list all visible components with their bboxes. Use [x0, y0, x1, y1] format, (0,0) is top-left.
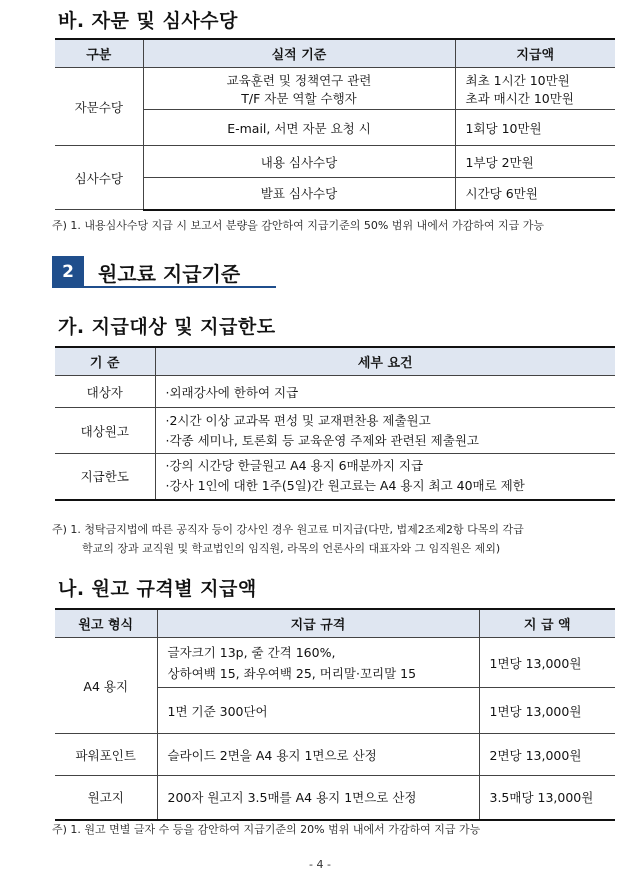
table-cell: 발표 심사수당	[143, 178, 455, 210]
table-cell: ·2시간 이상 교과목 편성 및 교재편찬용 제출원고 ·각종 세미나, 토론회 등 교육운영 주제와 관련된 제출원고	[155, 408, 615, 454]
section-ba-title: 바. 자문 및 심사수당	[58, 10, 238, 32]
table-header: 지급 규격	[157, 609, 479, 638]
section-2-heading	[52, 256, 276, 288]
row-label: 대상자	[55, 376, 155, 408]
note-3: 주) 1. 원고 면별 글자 수 등을 감안하여 지급기준의 20% 범위 내에서 가감하여 지급 가능	[52, 823, 481, 836]
table-cell: 1부당 2만원	[455, 146, 615, 178]
row-label: 대상원고	[55, 408, 155, 454]
table-header: 원고 형식	[55, 609, 157, 638]
table-cell: 내용 심사수당	[143, 146, 455, 178]
page-number: - 4 -	[309, 858, 331, 871]
table-cell: 글자크기 13p, 줄 간격 160%, 상하여백 15, 좌우여백 25, 머리말·꼬리말 15	[157, 638, 479, 688]
note-1: 주) 1. 내용심사수당 지급 시 보고서 분량을 감안하여 지급기준의 50% 범위 내에서 가감하여 지급 가능	[52, 219, 544, 232]
a4-label: A4 용지	[55, 638, 157, 734]
table-header: 지 급 액	[479, 609, 615, 638]
table-header: 지급액	[455, 39, 615, 68]
eligibility-table	[55, 346, 615, 501]
table-cell: 1면당 13,000원	[479, 688, 615, 734]
table-header: 기 준	[55, 347, 155, 376]
table-cell: 1회당 10만원	[455, 110, 615, 146]
advisory-review-table	[55, 38, 615, 211]
table-cell: 슬라이드 2면을 A4 용지 1면으로 산정	[157, 734, 479, 776]
section-na-title: 나. 원고 규격별 지급액	[58, 578, 257, 600]
table-cell: 2면당 13,000원	[479, 734, 615, 776]
ppt-label: 파워포인트	[55, 734, 157, 776]
table-cell: E-mail, 서면 자문 요청 시	[143, 110, 455, 146]
section-title: 원고료 지급기준	[98, 262, 241, 286]
table-header: 실적 기준	[143, 39, 455, 68]
section-underline	[84, 286, 276, 288]
manuscript-label: 원고지	[55, 776, 157, 820]
row-label: 지급한도	[55, 454, 155, 500]
note-2: 주) 1. 청탁금지법에 따른 공직자 등이 강사인 경우 원고료 미지급(다만, 법제2조제2항 다목의 각급 학교의 장과 교직원 및 학교법인의 임직원, 라목의 언론사의 대표자와 그 임직원은 제외)	[52, 523, 524, 555]
table-cell: 최초 1시간 10만원 초과 매시간 10만원	[455, 68, 615, 110]
table-cell: 3.5매당 13,000원	[479, 776, 615, 820]
advisory-label: 자문수당	[55, 68, 143, 146]
payment-spec-table	[55, 608, 615, 821]
table-cell: ·강의 시간당 한글원고 A4 용지 6매분까지 지급 ·강사 1인에 대한 1주(5일)간 원고료는 A4 용지 최고 40매로 제한	[155, 454, 615, 500]
table-cell: 시간당 6만원	[455, 178, 615, 210]
table-header: 구분	[55, 39, 143, 68]
table-cell: ·외래강사에 한하여 지급	[155, 376, 615, 408]
table-cell: 교육훈련 및 정책연구 관련 T/F 자문 역할 수행자	[143, 68, 455, 110]
review-label: 심사수당	[55, 146, 143, 210]
table-cell: 1면 기준 300단어	[157, 688, 479, 734]
section-ga-title: 가. 지급대상 및 지급한도	[58, 316, 276, 338]
table-cell: 1면당 13,000원	[479, 638, 615, 688]
table-cell: 200자 원고지 3.5매를 A4 용지 1면으로 산정	[157, 776, 479, 820]
table-header: 세부 요건	[155, 347, 615, 376]
section-number: 2	[52, 256, 84, 288]
